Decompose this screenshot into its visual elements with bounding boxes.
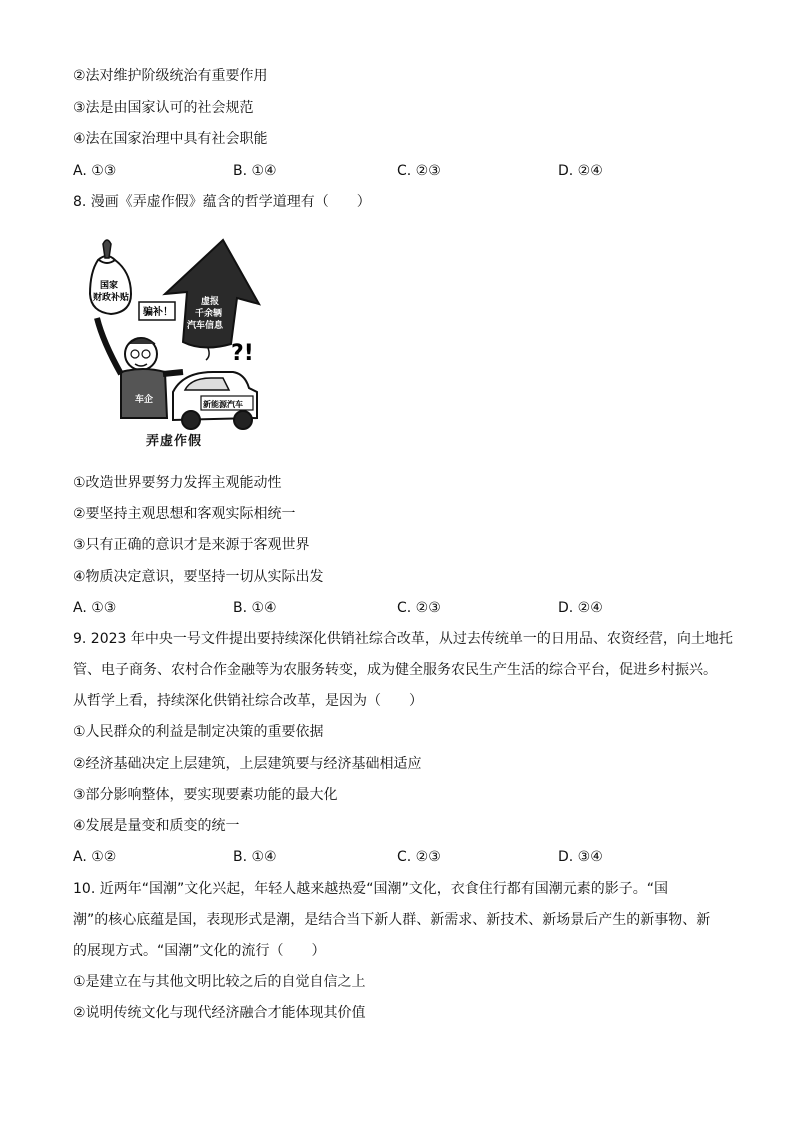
- speech-text: 骗补！: [143, 307, 173, 318]
- bag-text-2: 财政补贴: [93, 293, 130, 303]
- car-wheel-rear: [234, 411, 252, 429]
- q10-stem-line-3: 的展现方式。“国潮”文化的流行（ ）: [73, 943, 326, 959]
- option-a[interactable]: A. ①③: [73, 600, 117, 616]
- q9-stem-line-3: 从哲学上看，持续深化供销社综合改革，是因为（ ）: [73, 693, 423, 709]
- option-d[interactable]: D. ②④: [558, 163, 603, 179]
- arrow-text-2: 千余辆: [195, 309, 223, 319]
- q8-item-3: ③只有正确的意识才是来源于客观世界: [73, 537, 310, 553]
- q9-item-2: ②经济基础决定上层建筑，上层建筑要与经济基础相适应: [73, 756, 422, 772]
- q10-stem-line-2: 潮”的核心底蕴是国，表现形式是潮，是结合当下新人群、新需求、新技术、新场景后产生的新事物、新: [73, 912, 711, 928]
- exclaim-text: ?!: [231, 341, 254, 366]
- man-body: [121, 369, 167, 418]
- car-wheel-front: [182, 411, 200, 429]
- q10-item-2: ②说明传统文化与现代经济融合才能体现其价值: [73, 1005, 366, 1021]
- q8-item-1: ①改造世界要努力发挥主观能动性: [73, 475, 282, 491]
- option-b[interactable]: B. ①④: [233, 849, 277, 865]
- q8-item-2: ②要坚持主观思想和客观实际相统一: [73, 506, 296, 522]
- cartoon-drawing: [73, 232, 263, 432]
- q9-options: [73, 848, 693, 866]
- q8-options: [73, 599, 693, 617]
- q9-stem-line-1: 9. 2023 年中央一号文件提出要持续深化供销社综合改革，从过去传统单一的日用品、农资经营，向土地托: [73, 631, 733, 647]
- statement-3: ③法是由国家认可的社会规范: [73, 100, 254, 116]
- q9-item-1: ①人民群众的利益是制定决策的重要依据: [73, 724, 324, 740]
- option-c[interactable]: C. ②③: [397, 163, 441, 179]
- option-b[interactable]: B. ①④: [233, 600, 277, 616]
- arrow-text-3: 汽车信息: [187, 321, 224, 331]
- statement-2: ②法对维护阶级统治有重要作用: [73, 68, 268, 84]
- cartoon-illustration: [73, 232, 263, 454]
- statement-4: ④法在国家治理中具有社会职能: [73, 131, 268, 147]
- q7-options: [73, 162, 693, 180]
- cartoon-caption: 弄虚作假: [146, 434, 203, 449]
- option-c[interactable]: C. ②③: [397, 849, 441, 865]
- q9-stem-line-2: 管、电子商务、农村合作金融等为农服务转变，成为健全服务农民生产生活的综合平台，促进乡村振兴。: [73, 662, 717, 678]
- q8-item-4: ④物质决定意识，要坚持一切从实际出发: [73, 569, 324, 585]
- option-a[interactable]: A. ①②: [73, 849, 117, 865]
- car-text: 新能源汽车: [203, 400, 243, 409]
- up-arrow-icon: [165, 240, 259, 348]
- q10-item-1: ①是建立在与其他文明比较之后的自觉自信之上: [73, 974, 366, 990]
- option-c[interactable]: C. ②③: [397, 600, 441, 616]
- option-b[interactable]: B. ①④: [233, 163, 277, 179]
- q10-stem-line-1: 10. 近两年“国潮”文化兴起，年轻人越来越热爱“国潮”文化，衣食住行都有国潮元素的影子。“国: [73, 881, 668, 897]
- q9-item-3: ③部分影响整体，要实现要素功能的最大化: [73, 787, 338, 803]
- bag-text-1: 国家: [100, 281, 119, 291]
- option-d[interactable]: D. ②④: [558, 600, 603, 616]
- option-a[interactable]: A. ①③: [73, 163, 117, 179]
- q9-item-4: ④发展是量变和质变的统一: [73, 818, 240, 834]
- option-d[interactable]: D. ③④: [558, 849, 603, 865]
- q8-stem: 8. 漫画《弄虚作假》蕴含的哲学道理有（ ）: [73, 194, 371, 210]
- shirt-text: 车企: [135, 395, 154, 405]
- arrow-text-1: 虚报: [201, 297, 220, 307]
